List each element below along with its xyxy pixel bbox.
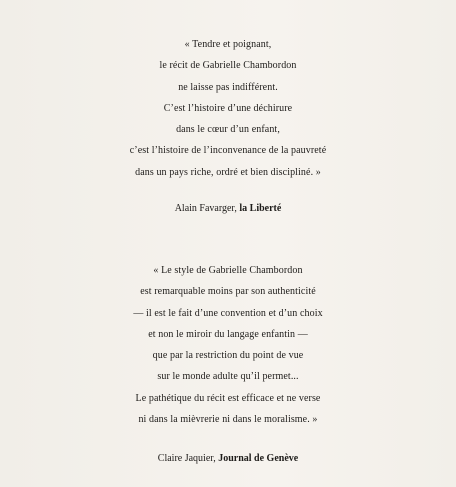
quote-favarger [0, 34, 456, 183]
quote-jaquier [0, 260, 456, 430]
quote-line: c’est l’histoire de l’inconvenance de la pauvreté [129, 145, 327, 157]
quote-line: — il est le fait d’une convention et d’un choix [133, 307, 323, 319]
quote-line: Le pathétique du récit est efficace et ne verse [135, 392, 321, 404]
quote-line: le récit de Gabrielle Chambordon [159, 60, 297, 72]
quote-line: et non le miroir du langage enfantin — [148, 328, 308, 340]
quote-line: C’est l’histoire d’une déchirure [163, 102, 293, 114]
attribution-jaquier [0, 448, 456, 470]
attribution-author: Claire Jaquier, [157, 453, 216, 464]
attribution-author: Alain Favarger, [174, 203, 237, 214]
quote-line: que par la restriction du point de vue [152, 350, 304, 362]
quote-line: est remarquable moins par son authenticité [140, 286, 316, 298]
quote-line: ni dans la mièvrerie ni dans le moralisme. » [138, 414, 318, 426]
quote-line: « Le style de Gabrielle Chambordon [153, 265, 303, 276]
quote-line: ne laisse pas indifférent. [178, 81, 278, 93]
quote-line: sur le monde adulte qu’il permet... [157, 371, 299, 383]
quote-line: dans le cœur d’un enfant, [176, 124, 280, 136]
attribution-source: la Liberté [239, 203, 282, 214]
quote-line: dans un pays riche, ordré et bien discipliné. » [135, 166, 321, 178]
attribution-source: Journal de Genève [218, 453, 299, 464]
attribution-favarger [0, 198, 456, 220]
quote-line: « Tendre et poignant, [184, 39, 272, 50]
